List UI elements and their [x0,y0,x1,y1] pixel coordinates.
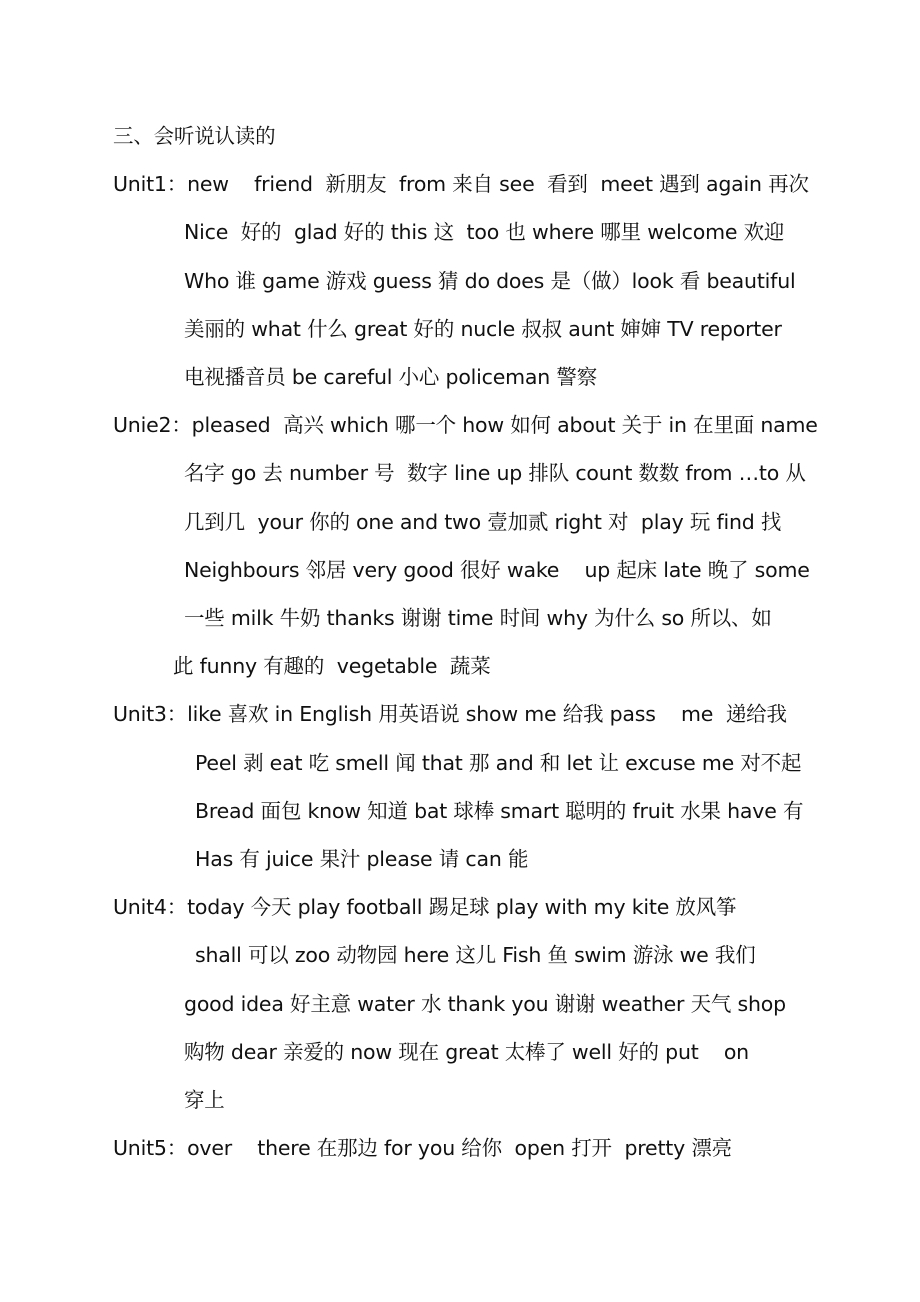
unit1-line-1: Unit1：new friend 新朋友 from 来自 see 看到 meet 遇到 again 再次 [113,172,809,196]
unit4-line-4: 购物 dear 亲爱的 now 现在 great 太棒了 well 好的 put on [184,1040,749,1064]
unit4-line-5: 穿上 [184,1088,225,1112]
unit1-line-4: 美丽的 what 什么 great 好的 nucle 叔叔 aunt 婶婶 TV reporter [184,317,782,341]
unit3-line-2: Peel 剥 eat 吃 smell 闻 that 那 and 和 let 让 excuse me 对不起 [195,751,802,775]
unit1-line-5: 电视播音员 be careful 小心 policeman 警察 [184,365,597,389]
unit3-line-1: Unit3：like 喜欢 in English 用英语说 show me 给我 pass me 递给我 [113,702,787,726]
unit2-line-1: Unie2：pleased 高兴 which 哪一个 how 如何 about 关于 in 在里面 name [113,413,818,437]
unit4-line-2: shall 可以 zoo 动物园 here 这儿 Fish 鱼 swim 游泳 we 我们 [195,943,756,967]
unit4-line-1: Unit4：today 今天 play football 踢足球 play with my kite 放风筝 [113,895,737,919]
unit2-line-6: 此 funny 有趣的 vegetable 蔬菜 [173,654,491,678]
unit5-line-1: Unit5：over there 在那边 for you 给你 open 打开 pretty 漂亮 [113,1136,732,1160]
unit3-line-3: Bread 面包 know 知道 bat 球棒 smart 聪明的 fruit 水果 have 有 [195,799,804,823]
unit2-line-2: 名字 go 去 number 号 数字 line up 排队 count 数数 from …to 从 [184,461,806,485]
unit2-line-5: 一些 milk 牛奶 thanks 谢谢 time 时间 why 为什么 so 所以、如 [184,606,772,630]
unit2-line-4: Neighbours 邻居 very good 很好 wake up 起床 late 晚了 some [184,558,810,582]
unit2-line-3: 几到几 your 你的 one and two 壹加贰 right 对 play 玩 find 找 [184,510,782,534]
unit1-line-2: Nice 好的 glad 好的 this 这 too 也 where 哪里 welcome 欢迎 [184,220,785,244]
unit1-line-3: Who 谁 game 游戏 guess 猜 do does 是（做）look 看 beautiful [184,269,796,293]
unit4-line-3: good idea 好主意 water 水 thank you 谢谢 weather 天气 shop [184,992,786,1016]
section-heading: 三、会听说认读的 [113,124,276,148]
unit3-line-4: Has 有 juice 果汁 please 请 can 能 [195,847,529,871]
